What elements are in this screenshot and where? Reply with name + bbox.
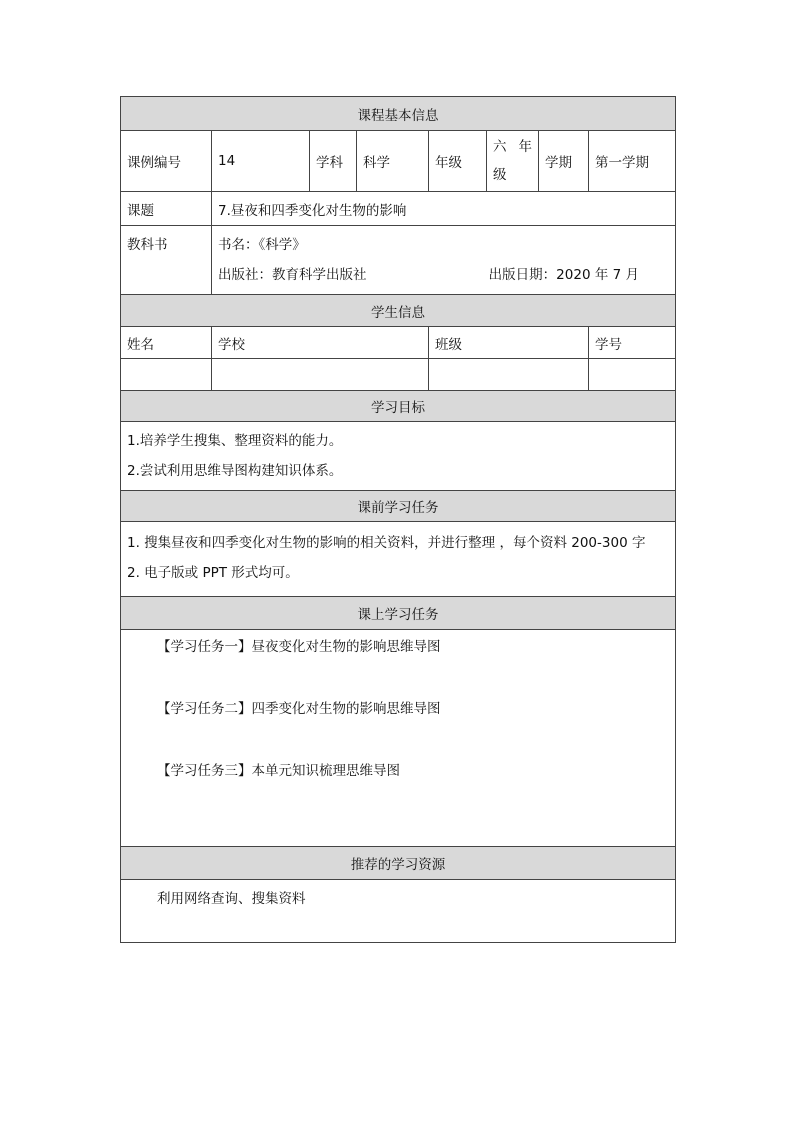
section-title: 课上学习任务 (121, 597, 676, 630)
topic-value: 7.昼夜和四季变化对生物的影响 (212, 192, 676, 226)
in-class-content (121, 630, 676, 847)
grade-char-1: 六 (493, 139, 507, 155)
subject-label: 学科 (310, 131, 357, 192)
book-name: 书名：《科学》 (218, 237, 306, 253)
topic-row (121, 192, 676, 226)
case-no-label: 课例编号 (121, 131, 212, 192)
class-value[interactable] (429, 359, 589, 391)
textbook-label: 教科书 (127, 237, 168, 253)
pre-task-item: 2. 电子版或 PPT 形式均可。 (127, 565, 299, 581)
pre-task-item: 1. 搜集昼夜和四季变化对生物的影响的相关资料，并进行整理 ，每个资料 200-300 字 (127, 535, 646, 551)
class-task-item: 【学习任务三】本单元知识梳理思维导图 (157, 763, 400, 779)
class-label: 班级 (429, 327, 589, 359)
student-label-row (121, 327, 676, 359)
section-header-goals (121, 391, 676, 422)
section-title: 推荐的学习资源 (121, 847, 676, 880)
publication-date: 出版日期：2020 年 7 月 (488, 267, 639, 283)
resources-row (121, 880, 676, 943)
pre-class-row (121, 522, 676, 597)
section-header-in-class (121, 597, 676, 630)
name-value[interactable] (121, 359, 212, 391)
grade-char-2: 年 (518, 139, 532, 155)
publisher: 出版社：教育科学出版社 (218, 267, 367, 283)
class-task-item: 【学习任务二】四季变化对生物的影响思维导图 (157, 701, 441, 717)
name-label: 姓名 (121, 327, 212, 359)
grade-value (487, 131, 539, 192)
section-header-student (121, 295, 676, 327)
grade-label: 年级 (429, 131, 487, 192)
class-task-item: 【学习任务一】昼夜变化对生物的影响思维导图 (157, 639, 441, 655)
resources-content (121, 880, 676, 943)
school-label: 学校 (212, 327, 429, 359)
goal-item: 1.培养学生搜集、整理资料的能力。 (127, 433, 343, 449)
textbook-row (121, 226, 676, 295)
student-id-label: 学号 (589, 327, 676, 359)
lesson-info-sheet (120, 96, 675, 943)
term-label: 学期 (539, 131, 589, 192)
textbook-info (212, 226, 676, 295)
goal-item: 2.尝试利用思维导图构建知识体系。 (127, 463, 343, 479)
in-class-row (121, 630, 676, 847)
goals-content (121, 422, 676, 491)
student-value-row (121, 359, 676, 391)
resource-item: 利用网络查询、搜集资料 (157, 891, 306, 907)
school-value[interactable] (212, 359, 429, 391)
section-title: 课程基本信息 (121, 97, 676, 131)
topic-label: 课题 (121, 192, 212, 226)
grade-char-3: 级 (493, 167, 507, 183)
section-header-pre-class (121, 491, 676, 522)
section-title: 学生信息 (121, 295, 676, 327)
section-header-basic (121, 97, 676, 131)
subject-value: 科学 (357, 131, 429, 192)
goals-row (121, 422, 676, 491)
lesson-table (120, 96, 676, 943)
section-header-resources (121, 847, 676, 880)
term-value: 第一学期 (589, 131, 676, 192)
section-title: 课前学习任务 (121, 491, 676, 522)
case-no-value: 14 (212, 131, 310, 192)
basic-info-row (121, 131, 676, 192)
student-id-value[interactable] (589, 359, 676, 391)
section-title: 学习目标 (121, 391, 676, 422)
pre-class-content (121, 522, 676, 597)
